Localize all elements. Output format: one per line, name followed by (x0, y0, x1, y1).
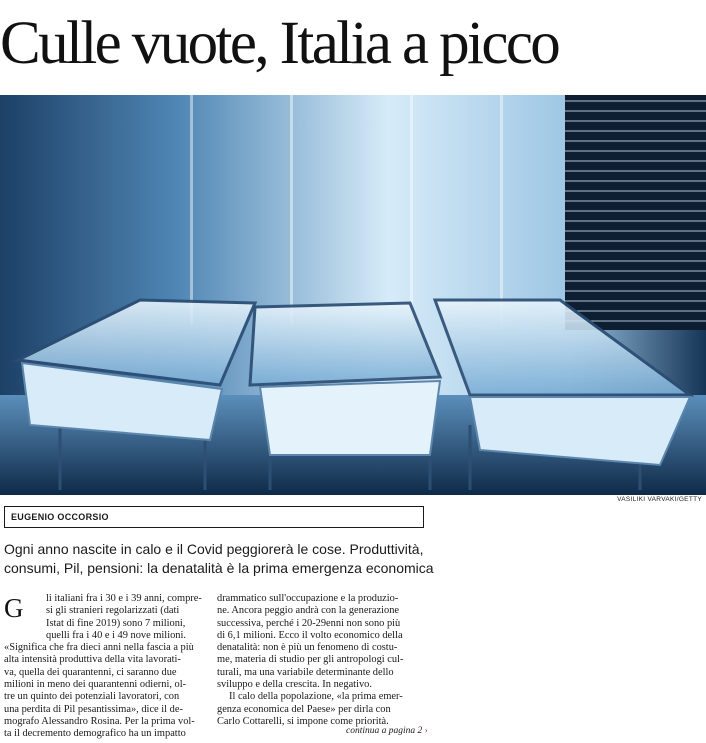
text-line: quelli fra i 40 e i 49 nove milioni. (46, 629, 186, 641)
text-line: una perdita di Pil pesantissima», dice il de- (4, 703, 183, 715)
text-line: successiva, perché i 20-29enni non sono più (217, 617, 401, 629)
text-line: «Significa che fra dieci anni nella fascia a più (4, 642, 194, 654)
text-line: me, materia di studio per gli antropologi cul- (217, 654, 404, 666)
continue-label: continua a pagina 2 (346, 726, 423, 736)
byline-box (4, 506, 424, 528)
text-line: turali, ma una variabile determinante dello (217, 666, 394, 678)
text-line: Il calo della popolazione, «la prima emer- (229, 691, 403, 703)
text-line: va, quella dei quarantenni, ci saranno due (4, 666, 177, 678)
subhead-line: consumi, Pil, pensioni: la denatalità è la prima emergenza economica (4, 560, 434, 576)
text-line: li italiani fra i 30 e i 39 anni, compre- (46, 593, 202, 604)
text-line: denatalità: non è più un fenomeno di costu- (217, 642, 398, 654)
text-line: ne. Ancora peggio andrà con la generazione (217, 605, 400, 617)
text-line: genza economica del Paese» per dirla con (217, 703, 391, 715)
text-line: mografo Alessandro Rosina. Per la prima vol- (4, 715, 195, 727)
subhead-line: Ogni anno nascite in calo e il Covid peggiorerà le cose. Produttività, (4, 541, 424, 557)
text-line: sviluppo e della crescita. In negativo. (217, 679, 372, 691)
headline: Culle vuote, Italia a picco (0, 10, 559, 77)
text-line: milioni in meno dei quarantenni odierni, ol- (4, 679, 187, 691)
text-line: tre un quinto dei potenziali lavoratori, con (4, 691, 180, 703)
article-column-2 (217, 593, 426, 728)
text-line: ta il decremento demografico ha un impatto (4, 728, 186, 740)
text-line: Carlo Cottarelli, si impone come priorità. (217, 715, 389, 727)
text-line: alta intensità produttiva della vita lavorati- (4, 654, 181, 666)
subhead (4, 540, 434, 578)
dropcap: G (4, 593, 24, 623)
text-line: di 6,1 milioni. Ecco il volto economico della (217, 629, 403, 641)
continue-link[interactable] (346, 725, 428, 736)
text-line: drammatico sull'occupazione e la produzio- (217, 593, 399, 604)
arrow-right-icon: › (424, 725, 428, 735)
photo-credit: VASILIKI VARVAKI/GETTY (617, 496, 702, 503)
photo-empty-cribs (0, 95, 706, 495)
text-line: si gli stranieri regolarizzati (dati (46, 605, 180, 617)
byline: EUGENIO OCCORSIO (11, 512, 109, 522)
text-line: Istat di fine 2019) sono 7 milioni, (46, 617, 186, 629)
article-column-1 (4, 593, 206, 741)
